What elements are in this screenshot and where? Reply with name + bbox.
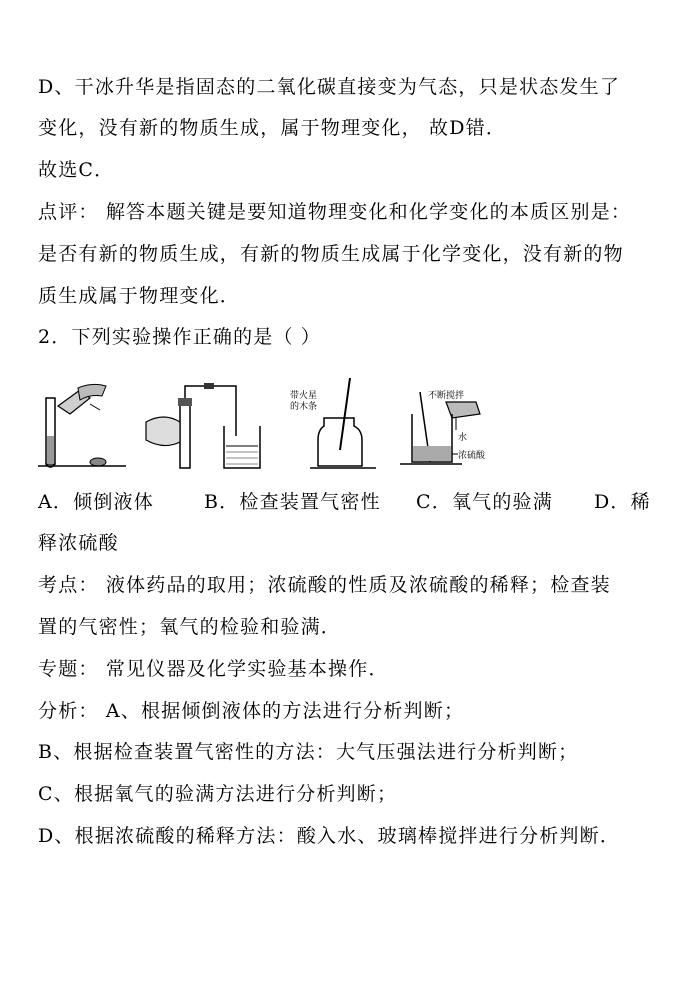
text-line-9: 释浓硫酸 <box>38 532 119 554</box>
figure-d-dilution <box>390 376 500 472</box>
option-c: C．氧气的验满 <box>416 491 553 513</box>
text-line-3: 故选C． <box>38 159 115 181</box>
text-line-10: 考点： 液体药品的取用；浓硫酸的性质及浓硫酸的稀释；检查装 <box>38 574 611 596</box>
text-line-5: 是否有新的物质生成，有新的物质生成属于化学变化，没有新的物 <box>38 243 624 265</box>
question-figures <box>38 376 486 472</box>
text-line-14: B、根据检查装置气密性的方法：大气压强法进行分析判断； <box>38 741 579 763</box>
option-d: D．稀 <box>594 491 651 513</box>
figure-a-pouring <box>38 376 128 472</box>
figure-c-oxygen-test <box>288 376 378 472</box>
question-2-stem: 2．下列实验操作正确的是（ ） <box>38 326 322 348</box>
oxygen-test-illustration <box>288 376 378 472</box>
text-line-12: 专题： 常见仪器及化学实验基本操作． <box>38 658 389 680</box>
pouring-liquid-illustration <box>38 376 128 472</box>
c-label-1: 带火星 <box>290 391 318 401</box>
text-line-4: 点评： 解答本题关键是要知道物理变化和化学变化的本质区别是： <box>38 201 632 223</box>
figure-b-airtightness <box>142 376 272 472</box>
option-a: A．倾倒液体 <box>38 491 154 513</box>
d-label-acid: 浓硫酸 <box>458 451 486 461</box>
text-line-1: D、干冰升华是指固态的二氧化碳直接变为气态，只是状态发生了 <box>38 76 621 98</box>
airtightness-check-illustration <box>142 376 272 472</box>
text-line-13: 分析： A、根据倾倒液体的方法进行分析判断； <box>38 700 465 722</box>
c-label-2: 的木条 <box>290 402 318 412</box>
d-label-water: 水 <box>458 433 468 443</box>
text-line-15: C、根据氧气的验满方法进行分析判断； <box>38 783 398 805</box>
text-line-2: 变化，没有新的物质生成，属于物理变化， 故D错． <box>38 117 507 139</box>
option-b: B．检查装置气密性 <box>204 491 381 513</box>
d-label-stir: 不断搅拌 <box>428 391 465 401</box>
text-line-16: D、根据浓硫酸的稀释方法：酸入水、玻璃棒搅拌进行分析判断． <box>38 825 621 847</box>
text-line-6: 质生成属于物理变化． <box>38 285 241 307</box>
text-line-11: 置的气密性；氧气的检验和验满． <box>38 616 342 638</box>
dilution-illustration <box>390 376 500 472</box>
